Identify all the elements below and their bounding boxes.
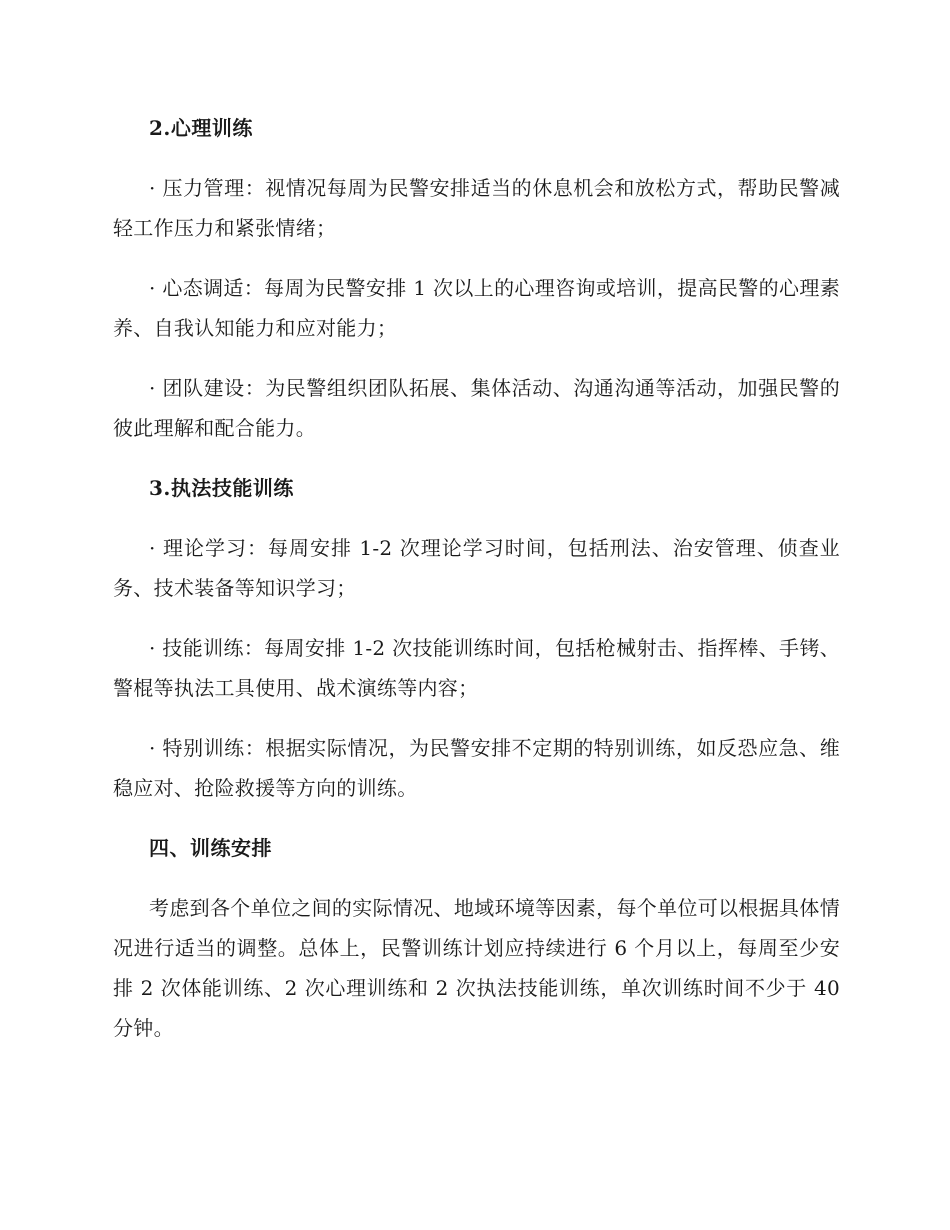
paragraph-skill-training: · 技能训练：每周安排 1-2 次技能训练时间，包括枪械射击、指挥棒、手铐、警棍等执法工具使用、战术演练等内容；	[113, 636, 840, 700]
section-heading-psych-training: 2.心理训练	[149, 116, 253, 140]
section-heading-training-schedule: 四、训练安排	[149, 836, 272, 860]
paragraph-schedule-overview: 考虑到各个单位之间的实际情况、地域环境等因素，每个单位可以根据具体情况进行适当的调整。总体上，民警训练计划应持续进行 6 个月以上，每周至少安排 2 次体能训练、2 次心理训练和 2 次执法技能训练，单次训练时间不少于 40 分钟。	[113, 896, 840, 1040]
paragraph-theory-study: · 理论学习：每周安排 1-2 次理论学习时间，包括刑法、治安管理、侦查业务、技术装备等知识学习；	[113, 536, 840, 600]
paragraph-mindset-adjustment: · 心态调适：每周为民警安排 1 次以上的心理咨询或培训，提高民警的心理素养、自我认知能力和应对能力；	[113, 276, 840, 340]
paragraph-stress-management: · 压力管理：视情况每周为民警安排适当的休息机会和放松方式，帮助民警减轻工作压力和紧张情绪；	[113, 176, 840, 240]
document-page	[113, 108, 840, 1068]
paragraph-team-building: · 团队建设：为民警组织团队拓展、集体活动、沟通沟通等活动，加强民警的彼此理解和配合能力。	[113, 376, 840, 440]
section-heading-law-enforcement-skills: 3.执法技能训练	[149, 476, 294, 500]
paragraph-special-training: · 特别训练：根据实际情况，为民警安排不定期的特别训练，如反恐应急、维稳应对、抢险救援等方向的训练。	[113, 736, 840, 800]
